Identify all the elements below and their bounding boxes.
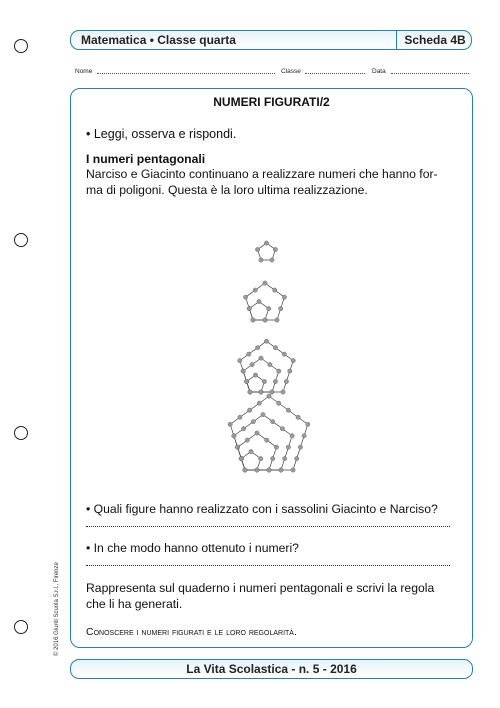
subject-label: Matematica • Classe quarta (81, 33, 236, 47)
pebble-dot (296, 415, 300, 419)
pebble-dot (282, 295, 286, 299)
pebble-dot (273, 247, 277, 251)
pebble-dot (277, 369, 281, 373)
nome-label: Nome (75, 68, 93, 75)
pebble-dot (259, 390, 263, 394)
pebble-dot (282, 352, 286, 356)
pentagonal-figure-3 (238, 339, 296, 394)
page-title: NUMERI FIGURATI/2 (213, 95, 330, 109)
pebble-dot (267, 306, 271, 310)
pebble-dot (295, 456, 299, 460)
pebble-dot (238, 415, 242, 419)
pebble-dot (255, 431, 259, 435)
pebble-dot (291, 468, 295, 472)
question-1: • Quali figure hanno realizzato con i sassolini Giacinto e Narciso? (86, 502, 438, 516)
pebble-dot (241, 369, 245, 373)
section-title: I numeri pentagonali (86, 152, 206, 166)
pebble-dot (255, 468, 259, 472)
pebble-dot (273, 288, 277, 292)
pebble-dot (247, 306, 251, 310)
pebble-dot (271, 456, 275, 460)
pentagon-outline (258, 243, 276, 260)
pentagon-outline (240, 341, 293, 392)
scheda-label: Scheda 4B (404, 33, 466, 47)
pebble-dot (235, 445, 239, 449)
pentagonal-figure-4 (228, 394, 310, 472)
pebble-dot (288, 369, 292, 373)
pebble-dot (257, 299, 261, 303)
pebble-dot (262, 379, 266, 383)
intro-line-1: Narciso e Giacinto continuano a realizzare numeri che hanno for- (86, 167, 438, 181)
pebble-dot (259, 356, 263, 360)
question-2: • In che modo hanno ottenuto i numeri? (86, 541, 299, 555)
pebble-dot (253, 373, 257, 377)
pebble-dot (251, 318, 255, 322)
pebble-dot (291, 358, 295, 362)
answer-line-1[interactable] (86, 526, 450, 527)
pebble-dot (253, 288, 257, 292)
pebble-dot (265, 438, 269, 442)
task-line-1: Rappresenta sul quaderno i numeri pentagonali e scrivi la regola (86, 581, 435, 595)
pebble-dot (247, 352, 251, 356)
pebble-dot (241, 427, 245, 431)
pebble-dot (232, 434, 236, 438)
pebble-dot (228, 422, 232, 426)
pebble-dot (271, 419, 275, 423)
intro-line-2: ma di poligoni. Questa è la loro ultima realizzazione. (86, 183, 368, 197)
pebble-dot (281, 390, 285, 394)
pebble-dot (259, 258, 263, 262)
pebble-dot (267, 394, 271, 398)
pebble-dot (286, 445, 290, 449)
pebble-dot (275, 318, 279, 322)
pebble-dot (263, 281, 267, 285)
pebble-dot (249, 449, 253, 453)
pebble-dot (245, 438, 249, 442)
pebble-dot (277, 401, 281, 405)
pebble-dot (279, 306, 283, 310)
pebble-dot (247, 408, 251, 412)
pebble-dot (283, 456, 287, 460)
pebble-dot (298, 445, 302, 449)
pebble-dot (255, 345, 259, 349)
learning-objective: Conoscere i numeri figurati e le loro regolarità. (86, 626, 297, 638)
pentagonal-figure-1 (255, 241, 277, 262)
pebble-dot (273, 379, 277, 383)
pebble-dot (267, 468, 271, 472)
page-footer: La Vita Scolastica - n. 5 - 2016 (70, 659, 473, 679)
pebble-dot (250, 362, 254, 366)
pebble-dot (238, 358, 242, 362)
pebble-dot (255, 247, 259, 251)
pebble-dot (244, 379, 248, 383)
pebble-dot (302, 434, 306, 438)
pebble-dot (259, 456, 263, 460)
pebble-dot (284, 379, 288, 383)
pebble-dot (248, 390, 252, 394)
task-line-2: che li ha generati. (86, 597, 183, 611)
pebble-dot (270, 390, 274, 394)
pebble-dot (261, 412, 265, 416)
pebble-dot (279, 468, 283, 472)
pentagonal-figure-2 (243, 281, 286, 322)
pebble-dot (243, 295, 247, 299)
pebble-dot (264, 339, 268, 343)
pebble-dot (264, 241, 268, 245)
pebble-dot (243, 468, 247, 472)
pebble-dot (251, 419, 255, 423)
pebble-dot (274, 445, 278, 449)
pebble-dot (306, 422, 310, 426)
pebble-dot (286, 408, 290, 412)
pebble-dot (270, 258, 274, 262)
pebble-dot (290, 434, 294, 438)
pebble-dot (239, 456, 243, 460)
pebble-dot (257, 401, 261, 405)
answer-line-2[interactable] (86, 565, 450, 566)
pebble-dot (280, 427, 284, 431)
pebble-dot (268, 362, 272, 366)
classe-label: Classe (281, 68, 301, 75)
pebble-dot (273, 345, 277, 349)
data-label: Data (372, 68, 386, 75)
pebble-dot (263, 318, 267, 322)
instruction-text: • Leggi, osserva e rispondi. (86, 127, 237, 141)
copyright-text: © 2016 Giunti Scuola S.r.l., Firenze (54, 562, 60, 656)
pentagon-outline (246, 283, 285, 320)
